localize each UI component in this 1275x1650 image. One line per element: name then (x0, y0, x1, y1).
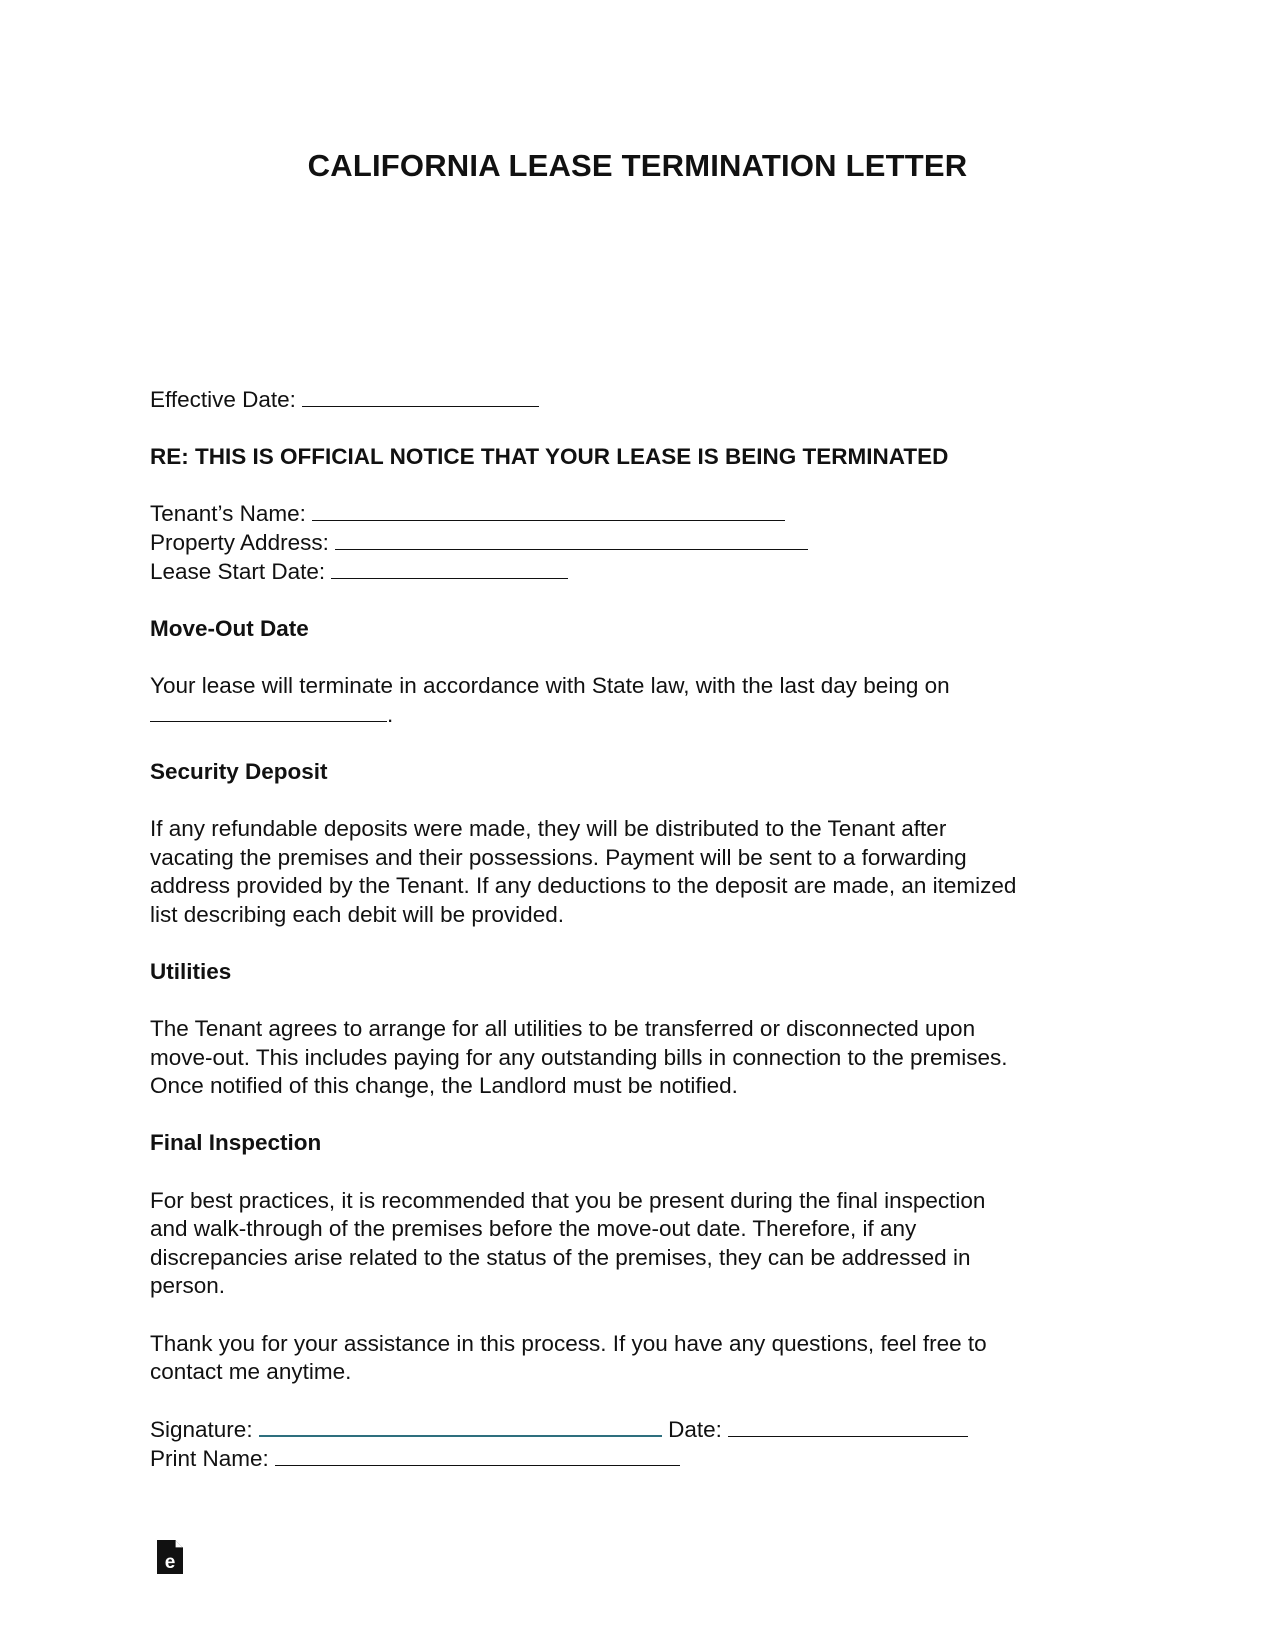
print-name-label: Print Name: (150, 1445, 269, 1471)
tenant-name-row (150, 500, 1130, 529)
signature-label: Signature: (150, 1417, 253, 1443)
property-address-field[interactable] (335, 529, 808, 550)
security-deposit-line: If any refundable deposits were made, they will be distributed to the Tenant after (150, 815, 947, 841)
re-line: RE: THIS IS OFFICIAL NOTICE THAT YOUR LEASE IS BEING TERMINATED (150, 444, 949, 470)
final-inspection-line: and walk-through of the premises before the move-out date. Therefore, if any (150, 1216, 917, 1242)
final-inspection-line: discrepancies arise related to the status of the premises, they can be addressed in (150, 1244, 971, 1270)
final-inspection-heading: Final Inspection (150, 1130, 322, 1156)
security-deposit-line: list describing each debit will be provided. (150, 901, 564, 927)
signature-date-field[interactable] (728, 1416, 968, 1437)
final-inspection-line: For best practices, it is recommended that you be present during the final inspection (150, 1187, 986, 1213)
security-deposit-heading: Security Deposit (150, 758, 328, 784)
final-inspection-line: person. (150, 1273, 226, 1299)
utilities-line: Once notified of this change, the Landlord must be notified. (150, 1073, 738, 1099)
signature-date-label: Date: (668, 1417, 722, 1443)
effective-date-field[interactable] (302, 386, 539, 407)
security-deposit-line: vacating the premises and their possessions. Payment will be sent to a forwarding (150, 844, 967, 870)
tenant-name-field[interactable] (312, 500, 785, 521)
property-address-label: Property Address: (150, 529, 329, 555)
document-title: CALIFORNIA LEASE TERMINATION LETTER (307, 148, 968, 183)
eforms-logo-icon (155, 1538, 185, 1576)
closing-line: contact me anytime. (150, 1359, 352, 1385)
signature-row (150, 1415, 1130, 1445)
move-out-date-row (150, 701, 1130, 730)
document-body (150, 386, 1130, 1474)
utilities-line: The Tenant agrees to arrange for all utilities to be transferred or disconnected upon (150, 1016, 976, 1042)
utilities-line: move-out. This includes paying for any outstanding bills in connection to the premises. (150, 1044, 1008, 1070)
signature-field[interactable] (259, 1415, 662, 1437)
tenant-name-label: Tenant’s Name: (150, 501, 306, 527)
effective-date-row (150, 386, 1130, 415)
lease-start-date-row (150, 558, 1130, 587)
move-out-date-field[interactable] (150, 701, 387, 722)
move-out-heading: Move-Out Date (150, 615, 309, 641)
property-address-row (150, 529, 1130, 558)
lease-start-date-label: Lease Start Date: (150, 558, 326, 584)
effective-date-label: Effective Date: (150, 387, 296, 412)
security-deposit-line: address provided by the Tenant. If any deductions to the deposit are made, an itemized (150, 873, 1017, 899)
move-out-text: Your lease will terminate in accordance with State law, with the last day being on (150, 672, 950, 698)
move-out-period: . (387, 701, 394, 727)
lease-start-date-field[interactable] (331, 558, 568, 579)
utilities-heading: Utilities (150, 958, 232, 984)
logo-letter: e (164, 1552, 176, 1573)
print-name-field[interactable] (275, 1445, 680, 1466)
print-name-row (150, 1445, 1130, 1474)
closing-line: Thank you for your assistance in this process. If you have any questions, feel free to (150, 1330, 987, 1356)
